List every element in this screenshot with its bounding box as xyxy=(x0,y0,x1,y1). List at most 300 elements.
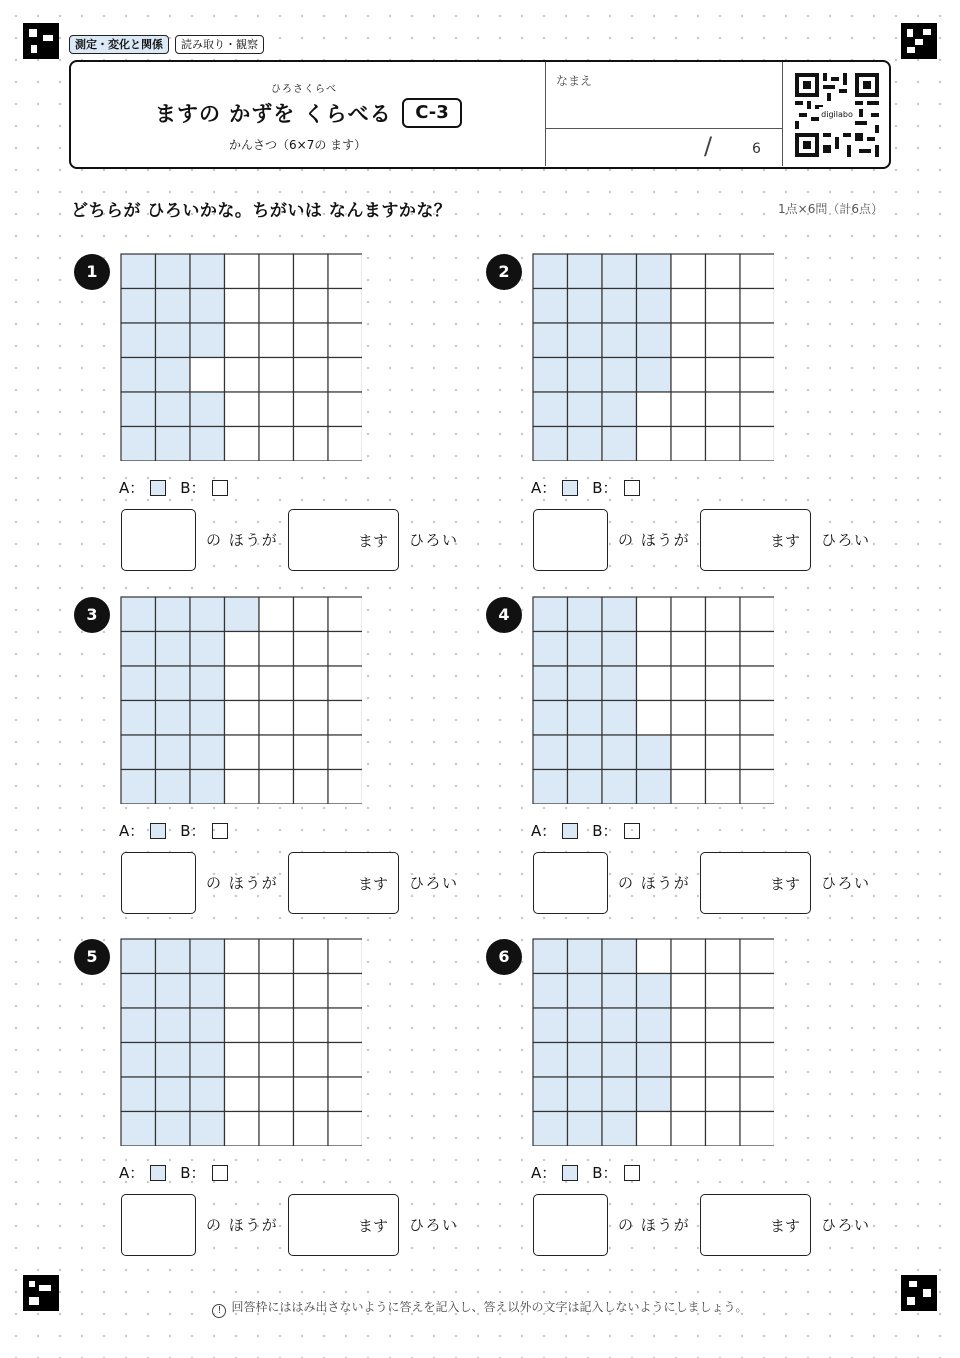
text-no-hou-ga: の ほうが xyxy=(618,874,691,892)
cell-a xyxy=(121,597,156,632)
cell-a xyxy=(121,770,156,805)
cell-a xyxy=(568,1112,603,1147)
legend-b-swatch xyxy=(624,480,640,496)
unit-masu: ます xyxy=(357,532,388,550)
cell-b xyxy=(706,770,741,805)
cell-b xyxy=(225,323,260,358)
cell-a xyxy=(602,974,637,1009)
cell-b xyxy=(294,939,329,974)
cell-b xyxy=(706,323,741,358)
cell-a xyxy=(121,289,156,324)
legend-b-swatch xyxy=(212,823,228,839)
cell-b xyxy=(637,1112,672,1147)
legend-b-label: B： xyxy=(180,479,206,497)
text-hiroi: ひろい xyxy=(821,531,871,549)
unit-masu: ます xyxy=(769,875,800,893)
cell-b xyxy=(225,392,260,427)
cell-a xyxy=(121,254,156,289)
cell-a xyxy=(156,392,191,427)
cell-b xyxy=(259,1008,294,1043)
answer-box-which[interactable] xyxy=(533,1194,608,1256)
cell-a xyxy=(156,254,191,289)
cell-a xyxy=(533,1077,568,1112)
cell-b xyxy=(671,254,706,289)
cell-a xyxy=(568,392,603,427)
text-hiroi: ひろい xyxy=(409,531,459,549)
cell-b xyxy=(706,289,741,324)
cell-b xyxy=(671,289,706,324)
legend-b-swatch xyxy=(624,823,640,839)
legend-a-label: A： xyxy=(531,1164,557,1182)
masu-grid xyxy=(532,938,774,1146)
worksheet-header xyxy=(69,60,891,169)
cell-a xyxy=(568,939,603,974)
cell-b xyxy=(259,254,294,289)
cell-b xyxy=(328,289,362,324)
tag-skill: 読み取り・観察 xyxy=(175,35,264,54)
cell-b xyxy=(671,392,706,427)
cell-b xyxy=(671,701,706,736)
problem-number: 3 xyxy=(74,597,110,633)
cell-b xyxy=(225,632,260,667)
footer-note xyxy=(0,1298,960,1318)
cell-b xyxy=(294,392,329,427)
cell-b xyxy=(259,770,294,805)
cell-b xyxy=(328,939,362,974)
score-total: 6 xyxy=(752,141,761,157)
cell-b xyxy=(328,1008,362,1043)
cell-b xyxy=(259,974,294,1009)
cell-b xyxy=(671,323,706,358)
legend-a-swatch xyxy=(150,823,166,839)
cell-b xyxy=(637,666,672,701)
cell-a xyxy=(533,770,568,805)
cell-b xyxy=(328,770,362,805)
problem-number: 2 xyxy=(486,254,522,290)
legend-a-label: A： xyxy=(119,1164,145,1182)
masu-grid xyxy=(120,938,362,1146)
cell-a xyxy=(602,1043,637,1078)
text-no-hou-ga: の ほうが xyxy=(206,531,279,549)
cell-b xyxy=(259,632,294,667)
cell-b xyxy=(671,427,706,462)
topic-tags xyxy=(69,35,264,54)
problem-5 xyxy=(70,938,470,1258)
cell-a xyxy=(568,323,603,358)
cell-a xyxy=(190,289,225,324)
cell-b xyxy=(225,770,260,805)
cell-a xyxy=(190,632,225,667)
cell-a xyxy=(190,427,225,462)
cell-b xyxy=(706,939,741,974)
cell-a xyxy=(121,427,156,462)
cell-b xyxy=(637,427,672,462)
cell-a xyxy=(533,666,568,701)
corner-marker-top-right xyxy=(901,23,937,59)
cell-b xyxy=(294,358,329,393)
cell-a xyxy=(121,392,156,427)
cell-a xyxy=(121,1112,156,1147)
problem-2 xyxy=(482,253,882,573)
cell-a xyxy=(602,254,637,289)
legend-row xyxy=(531,1162,654,1183)
answer-box-which[interactable] xyxy=(121,509,196,571)
cell-a xyxy=(121,666,156,701)
legend-a-label: A： xyxy=(119,822,145,840)
answer-box-difference[interactable] xyxy=(288,509,399,571)
cell-b xyxy=(225,1112,260,1147)
cell-b xyxy=(294,1112,329,1147)
masu-grid xyxy=(532,596,774,804)
legend-row xyxy=(119,477,242,498)
cell-a xyxy=(121,1043,156,1078)
cell-b xyxy=(706,254,741,289)
cell-b xyxy=(225,666,260,701)
legend-b-label: B： xyxy=(592,1164,618,1182)
problem-4 xyxy=(482,596,882,916)
answer-box-difference[interactable] xyxy=(288,852,399,914)
text-hiroi: ひろい xyxy=(821,874,871,892)
title-area xyxy=(71,62,545,166)
cell-a xyxy=(568,254,603,289)
cell-a xyxy=(637,358,672,393)
cell-a xyxy=(156,358,191,393)
cell-b xyxy=(259,427,294,462)
cell-a xyxy=(190,666,225,701)
cell-b xyxy=(259,358,294,393)
cell-b xyxy=(259,1043,294,1078)
cell-b xyxy=(671,666,706,701)
text-hiroi: ひろい xyxy=(409,874,459,892)
legend-a-swatch xyxy=(150,1165,166,1181)
cell-a xyxy=(602,770,637,805)
masu-grid xyxy=(120,253,362,461)
cell-a xyxy=(602,666,637,701)
cell-b xyxy=(637,392,672,427)
cell-b xyxy=(294,1008,329,1043)
cell-b xyxy=(637,939,672,974)
cell-a xyxy=(156,1043,191,1078)
cell-a xyxy=(156,666,191,701)
cell-b xyxy=(294,323,329,358)
cell-b xyxy=(259,1077,294,1112)
cell-a xyxy=(637,323,672,358)
cell-b xyxy=(225,1008,260,1043)
cell-b xyxy=(225,1077,260,1112)
cell-a xyxy=(190,939,225,974)
cell-b xyxy=(740,254,774,289)
text-no-hou-ga: の ほうが xyxy=(618,1216,691,1234)
cell-b xyxy=(706,701,741,736)
cell-a xyxy=(121,323,156,358)
cell-b xyxy=(706,974,741,1009)
cell-b xyxy=(328,254,362,289)
cell-b xyxy=(740,1043,774,1078)
name-divider xyxy=(546,128,782,129)
cell-a xyxy=(121,358,156,393)
cell-b xyxy=(294,597,329,632)
points-info: 1点×6問（計6点） xyxy=(778,202,883,216)
cell-b xyxy=(259,735,294,770)
cell-b xyxy=(259,597,294,632)
cell-b xyxy=(190,358,225,393)
cell-a xyxy=(190,1077,225,1112)
text-hiroi: ひろい xyxy=(409,1216,459,1234)
cell-b xyxy=(706,358,741,393)
cell-b xyxy=(671,939,706,974)
cell-b xyxy=(671,974,706,1009)
cell-a xyxy=(156,974,191,1009)
cell-b xyxy=(328,735,362,770)
cell-a xyxy=(533,323,568,358)
cell-b xyxy=(259,666,294,701)
info-icon: ! xyxy=(212,1304,226,1318)
cell-a xyxy=(533,1008,568,1043)
cell-b xyxy=(706,735,741,770)
cell-b xyxy=(671,735,706,770)
name-label: なまえ xyxy=(556,74,593,88)
cell-a xyxy=(156,735,191,770)
legend-a-label: A： xyxy=(531,479,557,497)
cell-b xyxy=(740,1077,774,1112)
cell-b xyxy=(259,289,294,324)
legend-a-label: A： xyxy=(531,822,557,840)
cell-a xyxy=(568,770,603,805)
cell-b xyxy=(225,701,260,736)
cell-a xyxy=(533,254,568,289)
cell-a xyxy=(121,632,156,667)
cell-a xyxy=(190,701,225,736)
cell-a xyxy=(637,289,672,324)
cell-a xyxy=(121,939,156,974)
problem-6 xyxy=(482,938,882,1258)
cell-a xyxy=(533,392,568,427)
cell-b xyxy=(328,323,362,358)
problem-1 xyxy=(70,253,470,573)
cell-b xyxy=(740,701,774,736)
answer-box-which[interactable] xyxy=(121,852,196,914)
cell-b xyxy=(294,701,329,736)
cell-a xyxy=(156,323,191,358)
legend-row xyxy=(531,477,654,498)
cell-b xyxy=(225,254,260,289)
cell-b xyxy=(740,632,774,667)
cell-a xyxy=(602,358,637,393)
cell-b xyxy=(740,1008,774,1043)
cell-a xyxy=(156,289,191,324)
cell-a xyxy=(190,392,225,427)
cell-b xyxy=(225,358,260,393)
cell-b xyxy=(740,597,774,632)
answer-box-difference[interactable] xyxy=(288,1194,399,1256)
cell-a xyxy=(121,735,156,770)
cell-a xyxy=(568,427,603,462)
problem-number: 6 xyxy=(486,939,522,975)
cell-b xyxy=(740,358,774,393)
cell-b xyxy=(706,427,741,462)
legend-row xyxy=(531,820,654,841)
page-subtitle: かんさつ（6×7の ます） xyxy=(229,138,367,152)
cell-b xyxy=(671,358,706,393)
cell-b xyxy=(706,597,741,632)
cell-b xyxy=(328,632,362,667)
cell-a xyxy=(533,1112,568,1147)
cell-a xyxy=(121,974,156,1009)
page-title: ますの かずを くらべる xyxy=(155,102,392,126)
legend-b-label: B： xyxy=(180,822,206,840)
problem-number: 5 xyxy=(74,939,110,975)
cell-b xyxy=(294,735,329,770)
cell-a xyxy=(533,358,568,393)
cell-b xyxy=(637,597,672,632)
cell-b xyxy=(706,666,741,701)
cell-a xyxy=(602,735,637,770)
cell-a xyxy=(637,1077,672,1112)
answer-box-which[interactable] xyxy=(533,852,608,914)
cell-b xyxy=(259,1112,294,1147)
cell-a xyxy=(533,427,568,462)
cell-a xyxy=(533,974,568,1009)
cell-b xyxy=(671,1043,706,1078)
cell-b xyxy=(740,392,774,427)
cell-a xyxy=(637,770,672,805)
legend-b-swatch xyxy=(624,1165,640,1181)
cell-b xyxy=(294,666,329,701)
cell-b xyxy=(706,1043,741,1078)
cell-b xyxy=(225,974,260,1009)
footer-text: 回答枠にははみ出さないように答えを記入し、答え以外の文字は記入しないようにしましょう。 xyxy=(231,1300,748,1314)
cell-a xyxy=(190,1112,225,1147)
cell-b xyxy=(294,254,329,289)
cell-a xyxy=(190,323,225,358)
answer-box-difference[interactable] xyxy=(700,509,811,571)
masu-grid xyxy=(532,253,774,461)
cell-a xyxy=(121,1077,156,1112)
qr-code-icon xyxy=(795,73,879,157)
cell-b xyxy=(706,1112,741,1147)
cell-a xyxy=(602,427,637,462)
legend-a-swatch xyxy=(150,480,166,496)
cell-b xyxy=(328,358,362,393)
answer-box-difference[interactable] xyxy=(700,1194,811,1256)
cell-a xyxy=(568,632,603,667)
corner-marker-top-left xyxy=(23,23,59,59)
cell-b xyxy=(740,1112,774,1147)
answer-box-which[interactable] xyxy=(121,1194,196,1256)
cell-a xyxy=(190,770,225,805)
cell-b xyxy=(328,666,362,701)
cell-a xyxy=(190,254,225,289)
cell-b xyxy=(294,770,329,805)
cell-b xyxy=(740,289,774,324)
cell-a xyxy=(156,1112,191,1147)
cell-b xyxy=(328,427,362,462)
legend-row xyxy=(119,820,242,841)
cell-a xyxy=(156,632,191,667)
cell-b xyxy=(740,770,774,805)
cell-a xyxy=(190,1008,225,1043)
cell-a xyxy=(156,427,191,462)
cell-a xyxy=(602,323,637,358)
cell-b xyxy=(706,1008,741,1043)
cell-a xyxy=(121,701,156,736)
answer-box-which[interactable] xyxy=(533,509,608,571)
text-no-hou-ga: の ほうが xyxy=(618,531,691,549)
cell-b xyxy=(225,735,260,770)
unit-masu: ます xyxy=(769,532,800,550)
cell-a xyxy=(602,1112,637,1147)
cell-b xyxy=(671,1077,706,1112)
cell-a xyxy=(602,289,637,324)
cell-b xyxy=(671,1112,706,1147)
cell-b xyxy=(671,632,706,667)
cell-a xyxy=(568,1077,603,1112)
score-slash: / xyxy=(704,132,713,160)
cell-b xyxy=(328,1077,362,1112)
cell-a xyxy=(190,735,225,770)
cell-b xyxy=(671,770,706,805)
cell-a xyxy=(602,392,637,427)
cell-a xyxy=(156,1077,191,1112)
name-score-area xyxy=(545,62,783,166)
instruction: どちらが ひろいかな。ちがいは なんますかな？ xyxy=(71,201,452,221)
problem-number: 1 xyxy=(74,254,110,290)
legend-a-swatch xyxy=(562,480,578,496)
answer-box-difference[interactable] xyxy=(700,852,811,914)
cell-b xyxy=(740,735,774,770)
cell-b xyxy=(294,427,329,462)
cell-b xyxy=(740,427,774,462)
cell-a xyxy=(190,974,225,1009)
legend-b-swatch xyxy=(212,1165,228,1181)
cell-b xyxy=(294,974,329,1009)
cell-b xyxy=(637,701,672,736)
unit-masu: ます xyxy=(357,1217,388,1235)
cell-a xyxy=(637,1008,672,1043)
cell-a xyxy=(156,939,191,974)
unit-masu: ます xyxy=(357,875,388,893)
cell-a xyxy=(602,1077,637,1112)
text-hiroi: ひろい xyxy=(821,1216,871,1234)
cell-b xyxy=(259,323,294,358)
cell-b xyxy=(328,1112,362,1147)
cell-b xyxy=(706,392,741,427)
tag-category: 測定・変化と関係 xyxy=(69,35,169,54)
legend-b-label: B： xyxy=(180,1164,206,1182)
legend-b-label: B： xyxy=(592,479,618,497)
cell-a xyxy=(568,358,603,393)
cell-b xyxy=(225,1043,260,1078)
legend-b-label: B： xyxy=(592,822,618,840)
cell-b xyxy=(671,1008,706,1043)
cell-a xyxy=(637,1043,672,1078)
cell-a xyxy=(568,1008,603,1043)
cell-b xyxy=(328,392,362,427)
cell-a xyxy=(637,254,672,289)
problem-number: 4 xyxy=(486,597,522,633)
text-no-hou-ga: の ほうが xyxy=(206,1216,279,1234)
cell-a xyxy=(568,597,603,632)
cell-b xyxy=(294,632,329,667)
title-ruby: ひろさくらべ xyxy=(271,84,337,95)
legend-a-label: A： xyxy=(119,479,145,497)
cell-b xyxy=(259,701,294,736)
cell-a xyxy=(533,632,568,667)
cell-a xyxy=(156,701,191,736)
cell-a xyxy=(637,735,672,770)
cell-b xyxy=(294,1043,329,1078)
cell-b xyxy=(740,323,774,358)
